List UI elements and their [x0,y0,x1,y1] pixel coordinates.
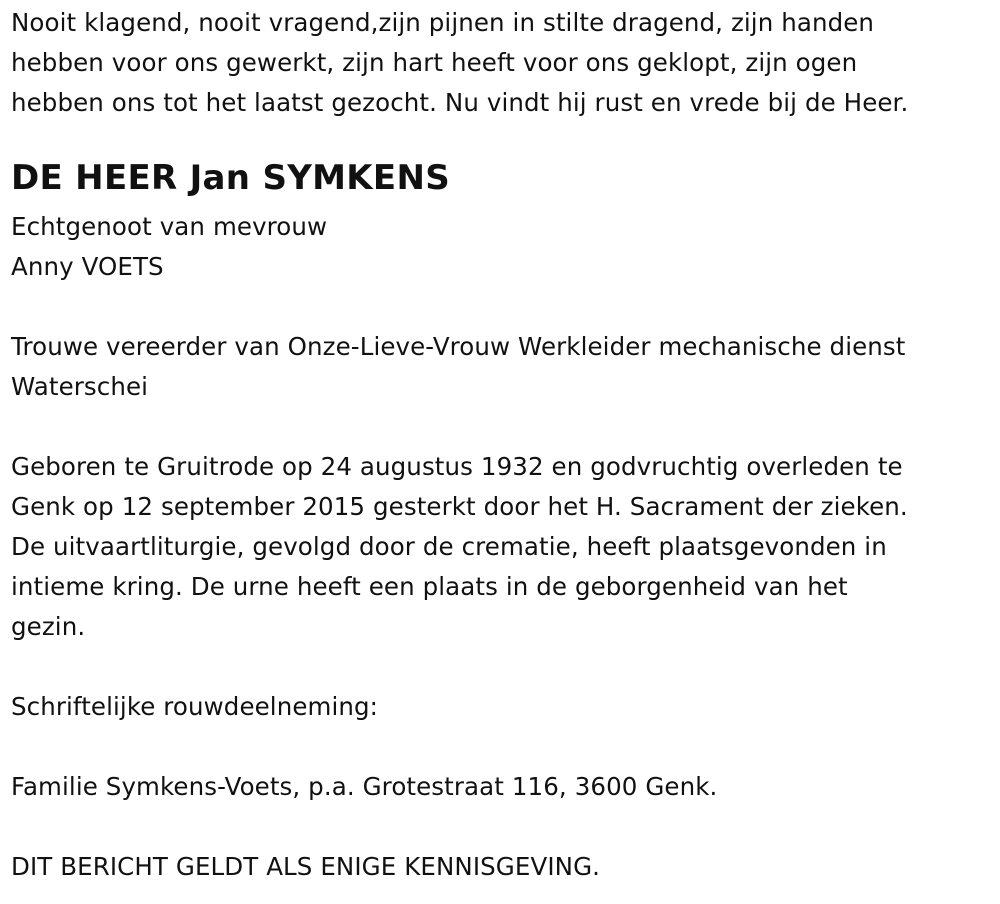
details-line: gezin. [11,612,86,641]
deceased-name: DE HEER Jan SYMKENS [11,158,451,198]
spacer [11,407,996,447]
condolence-address: Familie Symkens-Voets, p.a. Grotestraat 116, 3600 Genk. [11,772,718,801]
poem [11,3,996,123]
spouse-line: Echtgenoot van mevrouw [11,212,328,241]
occupation-line: Waterschei [11,372,149,401]
spacer [11,807,996,847]
death-notice [11,3,996,887]
details-line: Genk op 12 september 2015 gesterkt door het H. Sacrament der zieken. [11,492,908,521]
occupation-info [11,327,996,407]
life-details [11,447,996,647]
spouse-info [11,207,996,287]
details-line: Geboren te Gruitrode op 24 augustus 1932 en godvruchtig overleden te [11,452,903,481]
occupation-line: Trouwe vereerder van Onze-Lieve-Vrouw Werkleider mechanische dienst [11,332,906,361]
poem-line: hebben ons tot het laatst gezocht. Nu vindt hij rust en vrede bij de Heer. [11,88,909,117]
spouse-line: Anny VOETS [11,252,164,281]
spacer [11,727,996,767]
details-line: De uitvaartliturgie, gevolgd door de crematie, heeft plaatsgevonden in [11,532,887,561]
poem-line: Nooit klagend, nooit vragend,zijn pijnen in stilte dragend, zijn handen [11,8,875,37]
spacer [11,287,996,327]
condolence-label: Schriftelijke rouwdeelneming: [11,692,379,721]
details-line: intieme kring. De urne heeft een plaats in de geborgenheid van het [11,572,848,601]
closing-statement: DIT BERICHT GELDT ALS ENIGE KENNISGEVING. [11,852,601,881]
spacer [11,647,996,687]
poem-line: hebben voor ons gewerkt, zijn hart heeft voor ons geklopt, zijn ogen [11,48,858,77]
